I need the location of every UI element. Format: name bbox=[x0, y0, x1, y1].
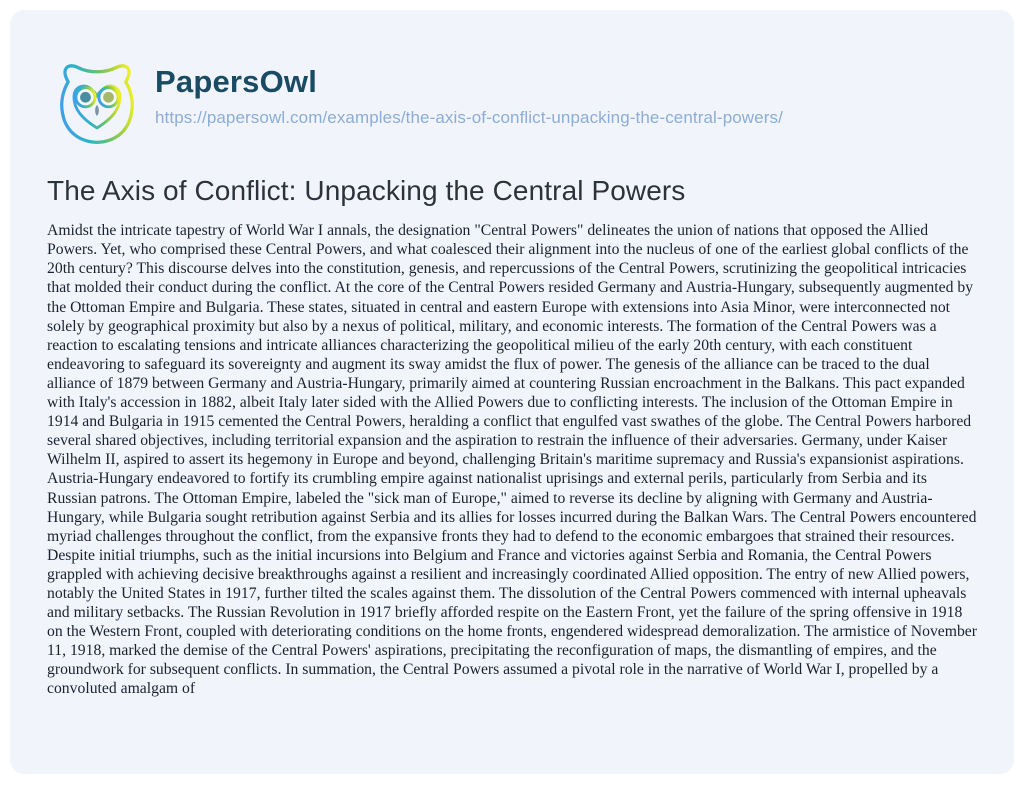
page-card bbox=[10, 10, 1014, 774]
header bbox=[47, 55, 978, 151]
article-body: Amidst the intricate tapestry of World War I annals, the designation "Central Powers" delineates the union of nations that opposed the Allied Powers. Yet, who comprised these Central Powers, and what coalesced their alignment into the nucleus of one of the earliest global conflicts of the 20th century? This discourse delves into the constitution, genesis, and repercussions of the Central Powers, scrutinizing the geopolitical intricacies that molded their conduct during the conflict. At the core of the Central Powers resided Germany and Austria-Hungary, subsequently augmented by the Ottoman Empire and Bulgaria. These states, situated in central and eastern Europe with extensions into Asia Minor, were interconnected not solely by geographical proximity but also by a nexus of political, military, and economic interests. The formation of the Central Powers was a reaction to escalating tensions and intricate alliances characterizing the geopolitical milieu of the early 20th century, with each constituent endeavoring to safeguard its sovereignty and augment its sway amidst the flux of power. The genesis of the alliance can be traced to the dual alliance of 1879 between Germany and Austria-Hungary, primarily aimed at countering Russian encroachment in the Balkans. This pact expanded with Italy's accession in 1882, albeit Italy later sided with the Allied Powers due to conflicting interests. The inclusion of the Ottoman Empire in 1914 and Bulgaria in 1915 cemented the Central Powers, heralding a conflict that engulfed vast swathes of the globe. The Central Powers harbored several shared objectives, including territorial expansion and the aspiration to restrain the influence of their adversaries. Germany, under Kaiser Wilhelm II, aspired to assert its hegemony in Europe and beyond, challenging Britain's maritime supremacy and Russia's expansionist aspirations. Austria-Hungary endeavored to fortify its crumbling empire against nationalist uprisings and external perils, particularly from Serbia and its Russian patrons. The Ottoman Empire, labeled the "sick man of Europe," aimed to reverse its decline by aligning with Germany and Austria-Hungary, while Bulgaria sought retribution against Serbia and its allies for losses incurred during the Balkan Wars. The Central Powers encountered myriad challenges throughout the conflict, from the expansive fronts they had to defend to the economic embargoes that strained their resources. Despite initial triumphs, such as the initial incursions into Belgium and France and victories against Serbia and Romania, the Central Powers grappled with achieving decisive breakthroughs against a resilient and increasingly coordinated Allied opposition. The entry of new Allied powers, notably the United States in 1917, further tilted the scales against them. The dissolution of the Central Powers commenced with internal upheavals and military setbacks. The Russian Revolution in 1917 briefly afforded respite on the Eastern Front, yet the failure of the spring offensive in 1918 on the Western Front, coupled with deteriorating conditions on the home fronts, engendered widespread demoralization. The armistice of November 11, 1918, marked the demise of the Central Powers' aspirations, precipitating the reconfiguration of maps, the dismantling of empires, and the groundwork for subsequent conflicts. In summation, the Central Powers assumed a pivotal role in the narrative of World War I, propelled by a convoluted amalgam of bbox=[47, 222, 977, 698]
owl-logo-icon bbox=[47, 55, 147, 151]
brand-url-link[interactable]: https://papersowl.com/examples/the-axis-of-conflict-unpacking-the-central-powers/ bbox=[155, 108, 783, 128]
article-title: The Axis of Conflict: Unpacking the Central Powers bbox=[47, 175, 686, 206]
brand-name: PapersOwl bbox=[155, 64, 318, 99]
brand-block bbox=[155, 55, 783, 128]
